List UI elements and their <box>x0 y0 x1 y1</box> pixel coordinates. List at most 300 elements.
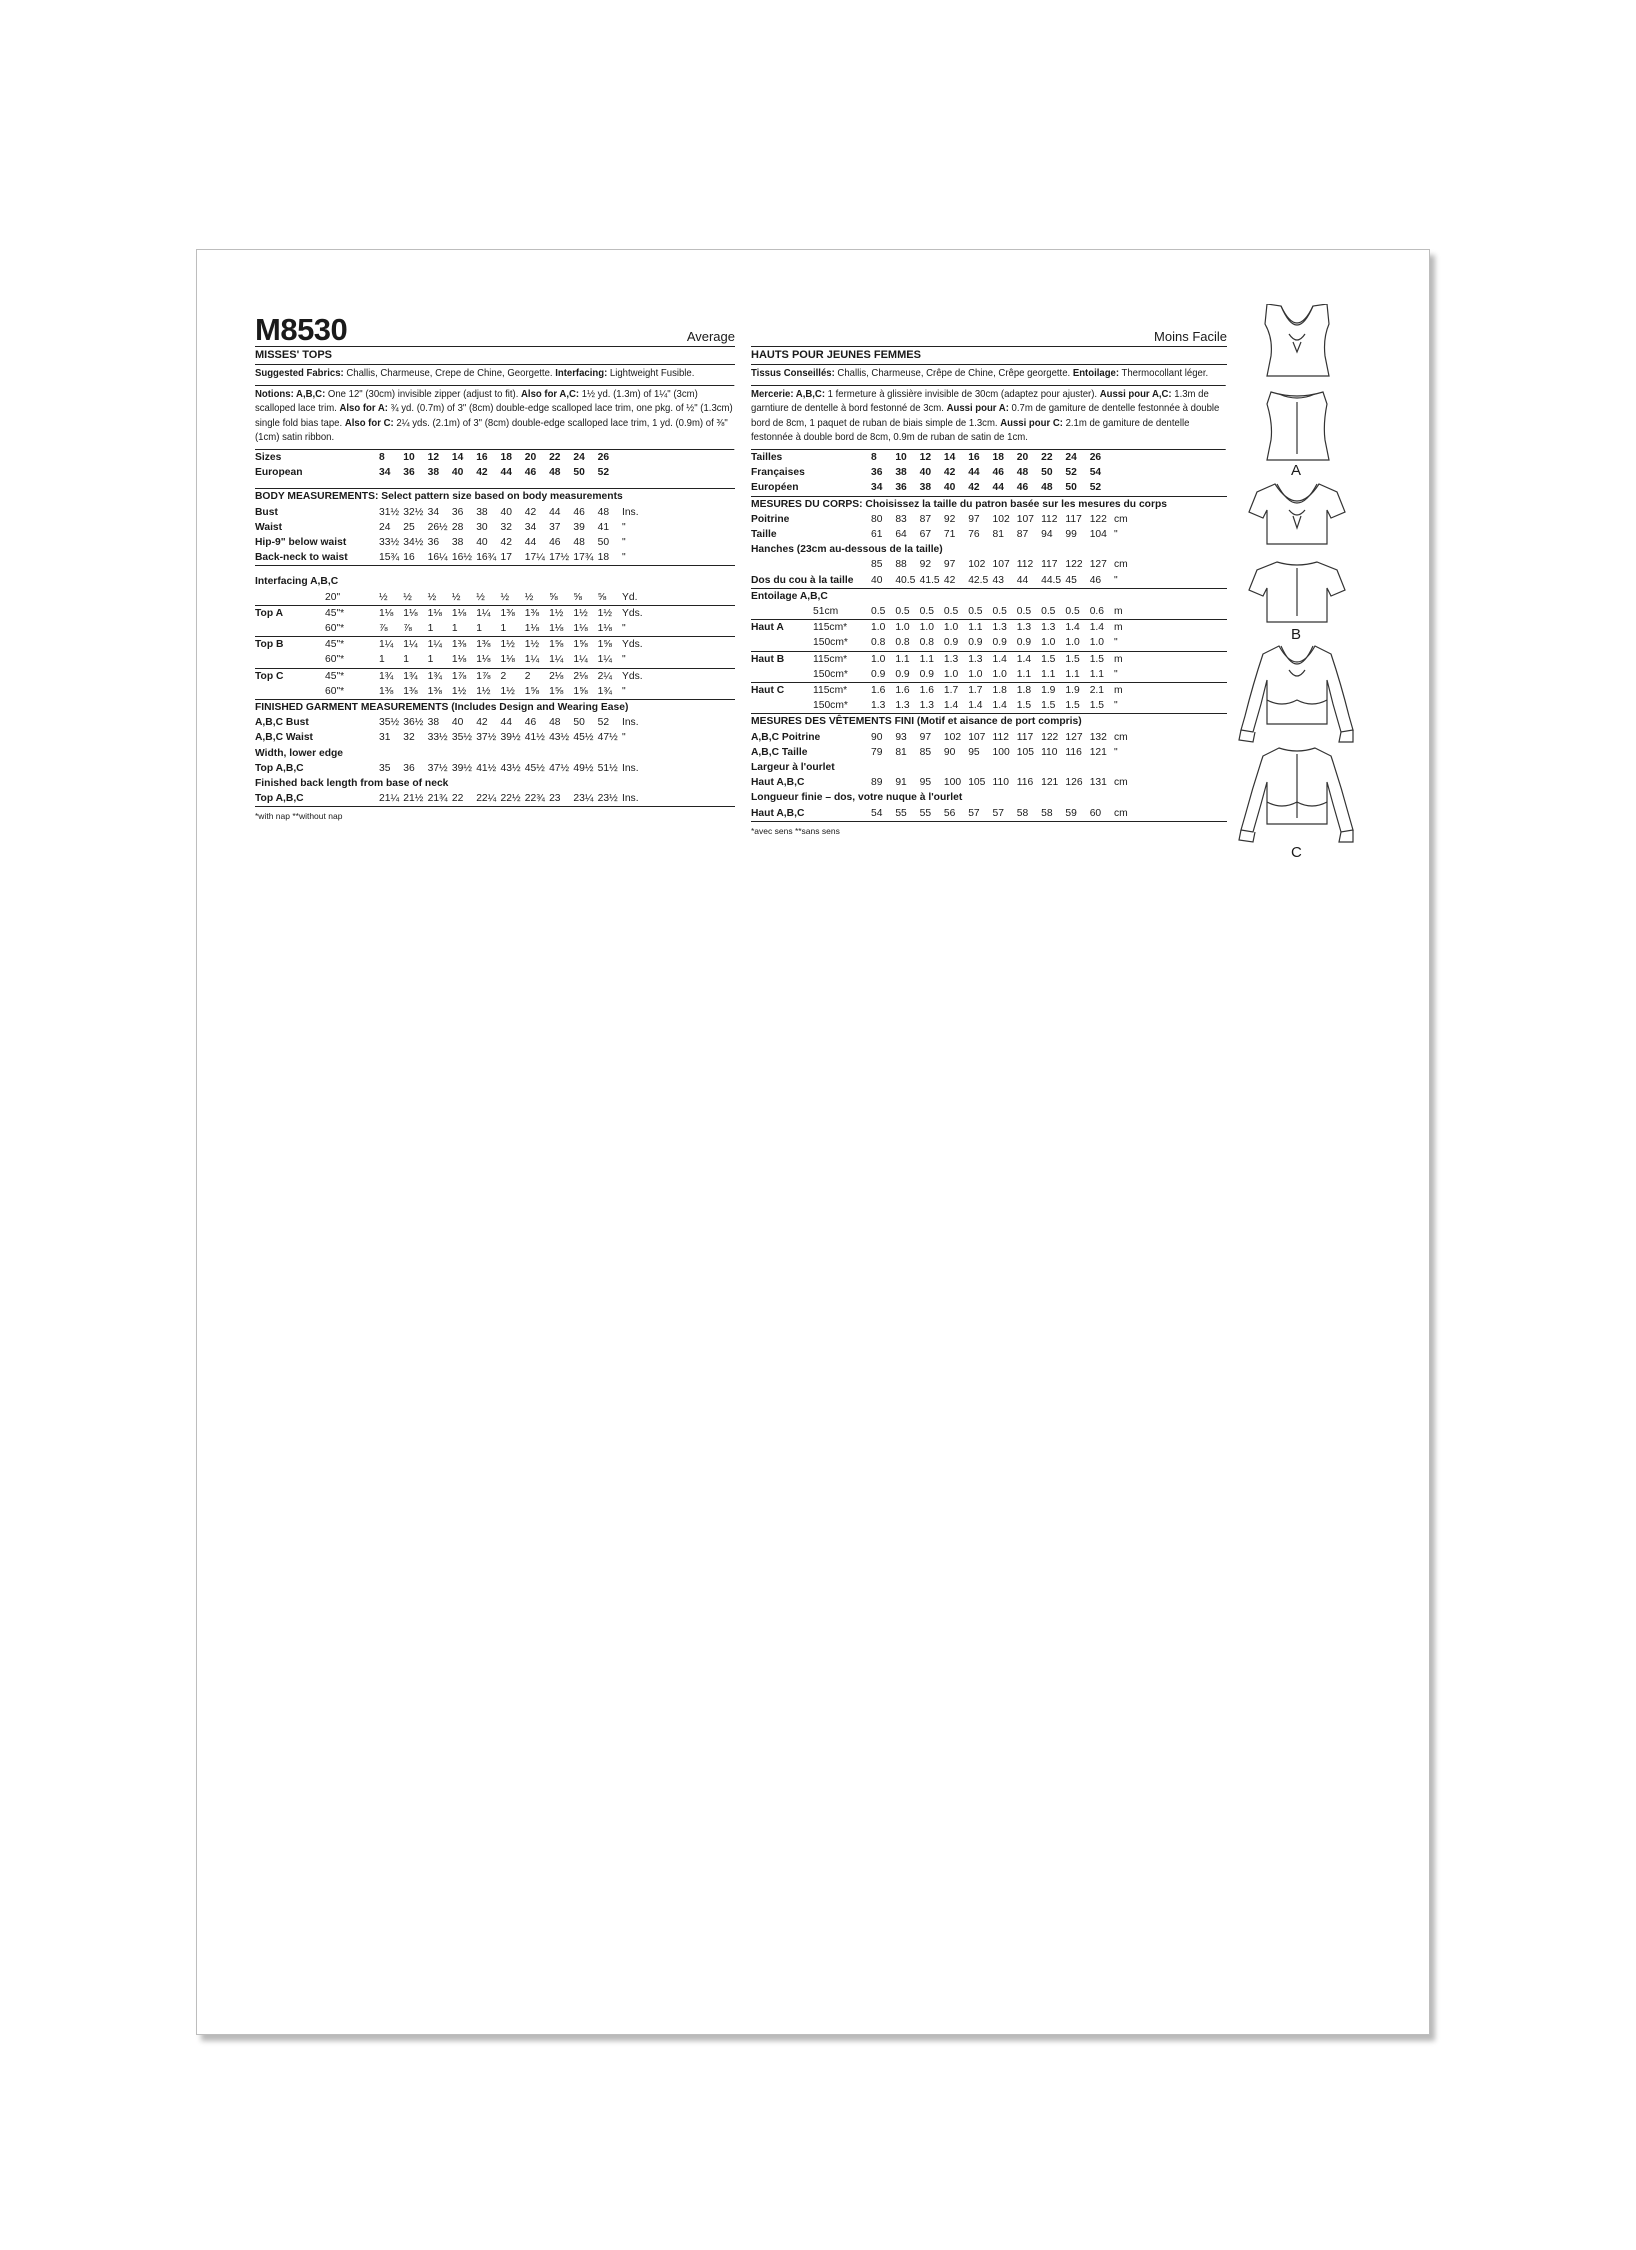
table-row <box>751 775 1227 790</box>
table-cell: 34 <box>871 480 895 496</box>
table-cell: 1.6 <box>919 685 934 697</box>
table-cell: 47½ <box>549 762 570 774</box>
table-cell: 10 <box>403 451 415 463</box>
table-cell: 46 <box>992 467 1004 479</box>
footnote: *with nap **without nap <box>255 811 343 822</box>
table-cell: 45½ <box>524 762 545 774</box>
table-cell: 1 <box>476 621 500 637</box>
table-cell: 44 <box>549 506 561 518</box>
table-cell: ½ <box>403 590 427 606</box>
table-cell: 1½ <box>500 684 524 700</box>
table-cell: 95 <box>968 746 980 758</box>
table-cell: ½ <box>452 590 476 606</box>
table-cell: 1.3 <box>943 653 959 665</box>
table-cell: 1.4 <box>944 698 968 714</box>
section-title: MISSES' TOPS <box>255 347 735 365</box>
table-cell: 16¼ <box>428 550 452 566</box>
table-cell: 36 <box>427 536 440 548</box>
table-cell: 1.1 <box>1017 667 1041 683</box>
table-cell: 1.0 <box>993 667 1017 683</box>
table-row <box>751 542 1227 557</box>
table-cell: 52 <box>1090 480 1114 496</box>
table-cell: 107 <box>1016 513 1034 525</box>
table-cell: 1.3 <box>920 698 944 714</box>
table-cell: 1⅞ <box>451 670 467 682</box>
table-cell: 1.0 <box>895 622 910 634</box>
table-cell: 0.5 <box>1017 604 1041 620</box>
table-cell <box>751 604 813 620</box>
table-cell: Largeur à l'ourlet <box>751 762 835 774</box>
table-cell: 1.5 <box>1089 653 1105 665</box>
table-row <box>751 635 1227 651</box>
table-cell: 115cm* <box>813 653 848 665</box>
table-cell: 45½ <box>573 732 594 744</box>
table-cell: 44 <box>968 467 980 479</box>
view-c-front-sketch <box>1239 646 1353 742</box>
table-cell: 0.8 <box>895 635 919 651</box>
table-cell: 60 <box>1090 806 1114 822</box>
table-cell: 23½ <box>598 791 622 807</box>
table-cell: 88 <box>895 559 907 571</box>
table-cell: 44 <box>500 717 512 729</box>
table-cell: 102 <box>968 559 986 571</box>
table-cell: Waist <box>255 521 283 533</box>
table-cell: 23 <box>549 791 573 807</box>
table-cell: Européen <box>751 480 871 496</box>
table-cell: 38 <box>895 467 907 479</box>
table-row <box>255 637 735 653</box>
table-cell: 35½ <box>451 732 472 744</box>
table-cell: 1⅛ <box>525 621 549 637</box>
table-cell: 52 <box>597 717 610 729</box>
french-column <box>751 312 1227 836</box>
table-cell: 132 <box>1089 731 1107 743</box>
pattern-code: M8530 <box>255 312 348 347</box>
table-cell: 117 <box>1065 513 1082 525</box>
table-row <box>255 621 735 637</box>
table-cell: 60"* <box>325 621 379 637</box>
table-row <box>751 557 1227 572</box>
table-cell: Bust <box>255 506 278 518</box>
table-row <box>751 683 1227 699</box>
table-cell: 92 <box>943 513 956 525</box>
table-cell: 1⅜ <box>403 684 427 700</box>
table-cell: 1⅛ <box>476 652 500 668</box>
view-a-label: A <box>1291 462 1302 479</box>
table-cell: 52 <box>1065 467 1077 479</box>
table-cell: 42 <box>476 467 488 479</box>
table-cell: 115cm* <box>813 685 848 697</box>
table-cell: Yds. <box>621 639 643 651</box>
table-cell: 1.5 <box>1065 653 1080 665</box>
table-row <box>751 806 1227 822</box>
table-cell: 127 <box>1065 731 1083 743</box>
table-cell: 92 <box>919 559 932 571</box>
table-cell: 150cm* <box>813 635 871 651</box>
table-cell: 48 <box>597 506 610 518</box>
table-cell: 31 <box>379 732 391 744</box>
table-cell: cm <box>1113 559 1128 571</box>
table-cell: 90 <box>943 746 956 758</box>
table-cell: 1.4 <box>1065 622 1080 634</box>
table-row <box>255 566 735 575</box>
table-cell: 104 <box>1089 528 1107 540</box>
table-cell: 32½ <box>403 506 424 518</box>
table-cell: 0.5 <box>993 604 1017 620</box>
table-cell: Hanches (23cm au-dessous de la taille) <box>751 544 943 556</box>
view-b-back-sketch <box>1249 562 1345 622</box>
table-cell: 64 <box>895 528 907 540</box>
table-cell: 1¾ <box>403 670 418 682</box>
table-cell: 1 <box>428 652 452 668</box>
table-cell: Ins. <box>621 506 639 518</box>
table-cell: 43½ <box>549 732 570 744</box>
table-cell: 0.5 <box>895 604 919 620</box>
table-cell: 1¼ <box>549 652 573 668</box>
table-cell: 18 <box>598 550 622 566</box>
table-cell <box>751 635 813 651</box>
table-cell: 1.1 <box>968 622 983 634</box>
table-cell: 58 <box>1017 806 1041 822</box>
table-cell: 42 <box>943 467 956 479</box>
table-cell: 107 <box>992 559 1010 571</box>
table-cell: " <box>1113 528 1118 540</box>
table-row <box>255 746 735 761</box>
suggested-fabrics: Tissus Conseillés: Challis, Charmeuse, Crêpe de Chine, Crêpe georgette. Entoilage: Thermocollant léger. <box>751 365 1226 386</box>
table-cell: 1.6 <box>895 685 910 697</box>
table-cell: 1½ <box>500 639 515 651</box>
table-cell: 1¼ <box>379 639 394 651</box>
view-c-back-sketch <box>1239 748 1353 842</box>
garment-sketches <box>1237 304 1417 864</box>
table-cell <box>622 465 735 480</box>
table-cell: 35½ <box>379 717 400 729</box>
table-cell: Haut A <box>751 622 784 634</box>
table-cell: 17¾ <box>573 550 597 566</box>
table-cell: 55 <box>895 806 919 822</box>
table-cell: 71 <box>943 528 956 540</box>
table-cell: 38 <box>427 717 440 729</box>
table-cell: 46 <box>549 536 561 548</box>
table-cell: 1⅛ <box>452 652 476 668</box>
table-cell: MESURES DES VÊTEMENTS FINI (Motif et aisance de port compris) <box>751 716 1082 728</box>
table-cell: 44 <box>500 467 512 479</box>
table-cell: 1.5 <box>1090 698 1114 714</box>
table-cell: 46 <box>573 506 585 518</box>
table-cell: 38 <box>451 536 464 548</box>
table-cell: Back-neck to waist <box>255 550 379 566</box>
table-cell: 85 <box>919 746 932 758</box>
table-cell: 100 <box>992 746 1010 758</box>
table-cell: 1.0 <box>1090 635 1114 651</box>
table-cell: cm <box>1113 731 1128 743</box>
table-cell: 25 <box>403 521 415 533</box>
table-cell: 22 <box>1041 451 1053 463</box>
table-cell: 40 <box>944 480 968 496</box>
table-cell: 112 <box>992 731 1009 743</box>
table-row <box>255 761 735 776</box>
table-cell: 1.5 <box>1065 698 1089 714</box>
table-row <box>255 480 735 489</box>
table-cell: 55 <box>920 806 944 822</box>
table-cell: 1⅞ <box>476 670 491 682</box>
table-cell: Finished back length from base of neck <box>255 778 449 790</box>
table-cell: 48 <box>549 717 561 729</box>
table-cell: 0.8 <box>871 635 895 651</box>
table-cell <box>1114 465 1227 480</box>
table-cell: 1⅛ <box>549 621 573 637</box>
table-cell: Longueur finie – dos, votre nuque à l'ourlet <box>751 792 963 804</box>
table-row <box>255 776 735 791</box>
table-cell <box>751 698 813 714</box>
table-cell: ½ <box>500 590 524 606</box>
table-cell: A,B,C Poitrine <box>751 731 821 743</box>
table-cell: Top A <box>255 607 284 619</box>
table-row <box>255 605 735 621</box>
english-column <box>255 312 735 821</box>
table-cell: 1.3 <box>968 653 983 665</box>
table-row <box>751 714 1227 730</box>
table-cell: European <box>255 467 303 479</box>
table-cell: A,B,C Taille <box>751 746 808 758</box>
table-cell: 48 <box>573 536 585 548</box>
table-cell: 36 <box>403 762 415 774</box>
table-cell: 105 <box>1016 746 1034 758</box>
table-row <box>751 730 1227 745</box>
table-cell: 51cm <box>813 604 871 620</box>
table-cell: 44 <box>524 536 537 548</box>
table-cell: ½ <box>525 590 549 606</box>
table-cell: 54 <box>871 806 895 822</box>
table-cell: 116 <box>1065 746 1082 758</box>
table-cell: ½ <box>428 590 452 606</box>
view-b-front-sketch <box>1249 484 1345 544</box>
table-cell: 45"* <box>325 607 345 619</box>
table-cell: 1⅛ <box>451 607 467 619</box>
table-cell: 1 <box>428 621 452 637</box>
table-cell: 21¾ <box>428 791 452 807</box>
table-cell: 115cm* <box>813 622 848 634</box>
table-cell: 1⅜ <box>428 684 452 700</box>
table-cell: 1.0 <box>919 622 934 634</box>
table-cell: 116 <box>1016 777 1034 789</box>
table-cell: 21½ <box>403 791 427 807</box>
table-cell: 1⅜ <box>500 607 515 619</box>
table-cell: 16¾ <box>476 550 500 566</box>
table-cell: 28 <box>451 521 464 533</box>
table-cell: 1.7 <box>968 685 983 697</box>
table-cell: 99 <box>1065 528 1077 540</box>
table-row <box>255 684 735 700</box>
table-cell: Hip-9" below waist <box>255 536 347 548</box>
english-size-chart <box>255 450 735 807</box>
table-cell: 1⅝ <box>549 639 564 651</box>
table-cell <box>1114 450 1227 465</box>
table-cell: 24 <box>379 521 391 533</box>
table-cell: Yd. <box>622 590 735 606</box>
table-cell: 105 <box>968 777 986 789</box>
table-cell: 61 <box>871 528 883 540</box>
table-row <box>255 465 735 480</box>
table-cell: Ins. <box>621 762 639 774</box>
table-row <box>751 588 1227 604</box>
table-cell: 87 <box>1016 528 1029 540</box>
table-cell: 50 <box>573 467 585 479</box>
table-cell: " <box>622 621 735 637</box>
table-cell: 1.3 <box>895 698 919 714</box>
table-cell: 1¼ <box>427 639 442 651</box>
table-cell: 80 <box>871 513 883 525</box>
table-cell: 93 <box>895 731 907 743</box>
table-cell: 121 <box>1041 777 1059 789</box>
table-cell: 1.3 <box>1041 622 1056 634</box>
table-cell: 44 <box>1017 573 1041 589</box>
table-cell: 40 <box>871 573 895 589</box>
table-cell: 1.4 <box>1016 653 1032 665</box>
table-cell: 36 <box>451 506 464 518</box>
table-cell: 40.5 <box>895 573 919 589</box>
table-cell: 122 <box>1041 731 1059 743</box>
table-cell: 16½ <box>452 550 476 566</box>
table-cell: 33½ <box>379 536 400 548</box>
table-cell: 17¼ <box>525 550 549 566</box>
table-row <box>255 791 735 807</box>
table-cell: Dos du cou à la taille <box>751 573 871 589</box>
table-cell: 48 <box>1016 467 1029 479</box>
table-cell <box>255 652 325 668</box>
table-row <box>255 535 735 550</box>
table-cell: 0.9 <box>871 667 895 683</box>
table-cell: 0.5 <box>944 604 968 620</box>
table-cell: 95 <box>919 777 932 789</box>
table-row <box>255 489 735 505</box>
table-cell: 110 <box>1041 746 1058 758</box>
table-cell: ½ <box>476 590 500 606</box>
table-cell: Tailles <box>751 451 783 463</box>
table-cell: 117 <box>1016 731 1034 743</box>
table-cell <box>255 590 325 606</box>
table-cell: 39½ <box>500 732 521 744</box>
table-cell: 49½ <box>573 762 594 774</box>
table-row <box>751 745 1227 760</box>
table-row <box>751 667 1227 683</box>
table-cell: 100 <box>943 777 962 789</box>
table-cell: Top C <box>255 670 284 682</box>
table-row <box>751 527 1227 542</box>
table-cell: 1.1 <box>895 653 910 665</box>
table-cell: 122 <box>1065 559 1083 571</box>
table-cell <box>255 621 325 637</box>
table-cell: 37 <box>549 521 561 533</box>
table-cell <box>255 684 325 700</box>
table-cell: 1⅛ <box>379 607 394 619</box>
table-row <box>751 604 1227 620</box>
table-cell: 16 <box>403 550 427 566</box>
footnote: *avec sens **sans sens <box>751 825 840 836</box>
table-row <box>255 668 735 684</box>
french-header <box>751 312 1227 347</box>
table-cell: 2⅛ <box>549 670 564 682</box>
table-cell: 24 <box>573 451 585 463</box>
table-cell: ⅞ <box>403 621 427 637</box>
table-cell: 1¾ <box>598 684 622 700</box>
table-cell: 1.5 <box>1041 653 1056 665</box>
table-cell: 1⅛ <box>573 621 597 637</box>
table-cell: Interfacing A,B,C <box>255 576 339 588</box>
table-cell: FINISHED GARMENT MEASUREMENTS (Includes Design and Wearing Ease) <box>255 702 629 714</box>
table-cell: " <box>621 521 626 533</box>
table-cell: 41 <box>597 521 610 533</box>
table-cell: 1⅛ <box>427 607 442 619</box>
table-cell: 0.6 <box>1090 604 1114 620</box>
table-cell <box>1114 480 1227 496</box>
table-cell: 1¾ <box>427 670 442 682</box>
table-cell: 34 <box>379 467 391 479</box>
table-cell: 39 <box>573 521 585 533</box>
table-cell: 1.0 <box>871 653 886 665</box>
table-cell: 1⅝ <box>573 639 588 651</box>
table-cell: 54 <box>1089 467 1102 479</box>
table-cell: 94 <box>1041 528 1053 540</box>
table-cell: 37½ <box>427 762 448 774</box>
table-row <box>751 790 1227 805</box>
table-cell: Yds. <box>621 670 643 682</box>
table-cell: 26 <box>597 451 610 463</box>
table-cell: 1.1 <box>1090 667 1114 683</box>
table-cell: 1¼ <box>525 652 549 668</box>
table-cell: 97 <box>919 731 932 743</box>
table-cell: Top B <box>255 639 284 651</box>
table-cell: 1.0 <box>943 622 959 634</box>
table-cell: 1.3 <box>871 698 895 714</box>
table-cell: 97 <box>943 559 956 571</box>
table-cell: 97 <box>968 513 980 525</box>
table-cell: cm <box>1113 777 1128 789</box>
table-cell: 2 <box>524 670 531 682</box>
table-cell: 21¼ <box>379 791 403 807</box>
table-cell: 44.5 <box>1041 573 1065 589</box>
table-cell: 8 <box>871 451 877 463</box>
table-cell: ⅝ <box>573 590 597 606</box>
table-cell: 1⅜ <box>379 684 403 700</box>
table-row <box>255 652 735 668</box>
table-cell: 0.9 <box>1017 635 1041 651</box>
view-a-back-sketch <box>1267 392 1329 460</box>
table-row <box>751 496 1227 512</box>
table-cell: 50 <box>573 717 585 729</box>
table-row <box>751 512 1227 527</box>
table-cell: " <box>1113 746 1118 758</box>
table-cell: 1.0 <box>968 667 992 683</box>
table-cell: 1⅜ <box>524 607 540 619</box>
table-cell: 36 <box>403 467 415 479</box>
table-cell: 0.5 <box>968 604 992 620</box>
table-cell: Haut C <box>751 685 785 697</box>
table-cell: 38 <box>920 480 944 496</box>
table-cell: 1⅛ <box>598 621 622 637</box>
table-cell: 0.9 <box>993 635 1017 651</box>
table-cell: " <box>1114 573 1227 589</box>
table-cell: 89 <box>871 777 883 789</box>
table-cell: " <box>1114 635 1227 651</box>
table-cell: ½ <box>379 590 403 606</box>
table-cell: 12 <box>919 451 932 463</box>
table-cell: 36 <box>895 480 919 496</box>
table-cell: 50 <box>1041 467 1053 479</box>
table-cell: 122 <box>1089 513 1107 525</box>
section-title: HAUTS POUR JEUNES FEMMES <box>751 347 1227 365</box>
table-cell: 1⅝ <box>525 684 549 700</box>
